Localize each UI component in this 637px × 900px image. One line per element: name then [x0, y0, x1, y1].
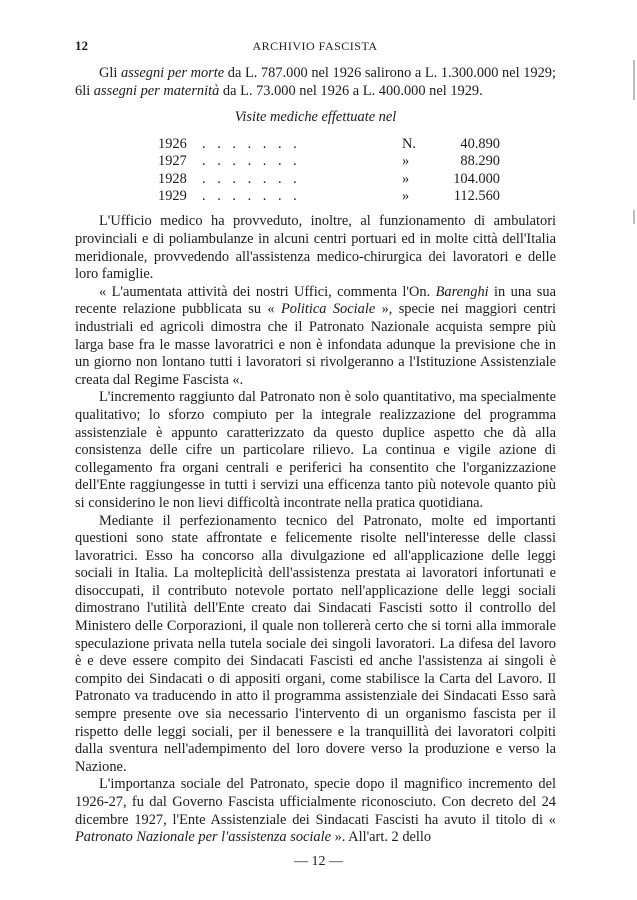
medical-visits-table [158, 136, 500, 206]
paragraph-text: ». All'art. 2 dello [330, 829, 432, 846]
year-cell: 1928 [158, 170, 187, 187]
author-name: Barenghi [435, 283, 489, 300]
paragraph-text: in una sua recente relazione pubblicata su « [75, 283, 556, 318]
paragraph-text: « L'aumentata attività dei nostri Uffici, commenta l'On. [99, 283, 436, 300]
year-cell: 1929 [158, 188, 187, 204]
unit-mark: » [402, 188, 410, 204]
body-text [75, 65, 556, 847]
leader-dots: . . . . . . . [202, 170, 301, 187]
table-row [158, 153, 500, 170]
value-cell: 40.890 [460, 135, 500, 152]
intro-emphasis: assegni per morte [121, 65, 225, 81]
intro-paragraph [75, 65, 556, 100]
leader-dots: . . . . . . . [202, 188, 301, 204]
year-cell: 1927 [158, 153, 187, 170]
paragraph-perfezionamento: Mediante il perfezionamento tecnico del Patronato, molte ed importanti questioni sono state affrontate e felicemente risolte nell'interesse delle classi lavoratrici. Esso ha concorso alla divulgazione ed all'applicazione delle leggi sociali in Italia. La molteplicità dell'assistenza prestata ai lavoratori infortunati e disoccupati, il contributo notevole portato nell'applicazione delle leggi sociali dimostrano l'utilità dell'Ente creato dai Sindacati Fascisti sotto il controllo del Ministero delle Corporazioni, il quale non tollererà certo che si torni alla immorale speculazione privata nella tutela sociale dei singoli lavoratori. La difesa del lavoro è e deve essere compito dei Sindacati Fascisti ed anche l'assistenza ai singoli è compito dei Sindacati o di appositi organi, come stabilisce la Carta del Lavoro. Il Patronato va traducendo in atto il programma assistenziale dei Sindacati Esso sarà sempre presente ove sia necessario l'intervento di un organismo fascista per il rispetto delle leggi sociali, per il benessere e la tranquillità dei lavoratori colpiti dalla sventura nell'adempimento del loro dovere verso la produzione e verso la Nazione. [75, 512, 556, 775]
leader-dots: . . . . . . . [202, 135, 301, 152]
intro-text: da L. 787.000 nel 1926 salirono a L. 1.300.000 nel 1929; 6li [75, 65, 556, 99]
value-cell: 112.560 [453, 188, 500, 204]
running-header [75, 38, 555, 58]
intro-text: da L. 73.000 nel 1926 a L. 400.000 nel 1929. [219, 82, 483, 99]
paragraph-importanza [75, 776, 556, 846]
intro-text: Gli [99, 65, 121, 81]
scan-edge-mark [633, 210, 635, 224]
year-cell: 1926 [158, 135, 187, 152]
paragraph-ufficio-medico: L'Ufficio medico ha provveduto, inoltre, al funzionamento di ambulatori provinciali e di poliambulanze in alcuni centri portuari ed in molte città dell'Italia meridionale, provvedendo all'assistenza medico-chirurgica dei lavoratori e delle loro famiglie. [75, 213, 556, 283]
page-footer: — 12 — [294, 854, 343, 869]
unit-mark: » [402, 153, 410, 170]
table-title: Visite mediche effettuate nel [234, 109, 397, 126]
table-row [158, 136, 500, 153]
leader-dots: . . . . . . . [202, 153, 301, 170]
paragraph-quotation [75, 284, 556, 390]
scan-edge-mark [633, 60, 635, 100]
table-row [158, 171, 500, 188]
unit-mark: » [402, 170, 410, 187]
table-row [158, 188, 500, 205]
institution-title: Patronato Nazionale per l'assistenza sociale [75, 829, 331, 846]
paragraph-text: L'importanza sociale del Patronato, specie dopo il magnifico incremento del 1926-27, fu dal Governo Fascista ufficialmente riconosciuto. Con decreto del 24 dicembre 1927, l'Ente Assistenziale dei Sindacati Fascisti ha avuto il titolo di « [75, 776, 556, 828]
running-title: ARCHIVIO FASCISTA [252, 39, 378, 53]
unit-mark: N. [402, 135, 416, 152]
publication-title: Politica Sociale [280, 301, 376, 318]
paragraph-incremento: L'incremento raggiunto dal Patronato non è solo quantitativo, ma specialmente qualitativo; lo sforzo compiuto per la integrale realizzazione del programma assistenziale è appunto caratterizzato da questo duplice aspetto che dà alla consistenza delle cifre un particolare rilievo. La continua e vigile azione di collegamento fra organi centrali e periferici ha consentito che l'organizzazione dell'Ente raggiungesse in tutti i servizi una efficenza tanto più notevole quanto più si considerino le non lievi difficoltà incontrate nella pratica quotidiana. [75, 389, 556, 511]
header-page-number: 12 [75, 38, 88, 53]
value-cell: 104.000 [453, 170, 500, 187]
paragraph-text: », specie nei maggiori centri industriali ed agricoli dimostra che il Patronato Nazionale acquista sempre più larga base fra le masse lavoratrici e non è infondata adunque la previsione che in un giorno non lontano tutti i lavoratori si rivolgeranno a l'Istituzione Assistenziale creata dal Regime Fascista «. [75, 301, 557, 388]
value-cell: 88.290 [460, 153, 500, 170]
intro-emphasis: assegni per maternità [93, 82, 220, 99]
